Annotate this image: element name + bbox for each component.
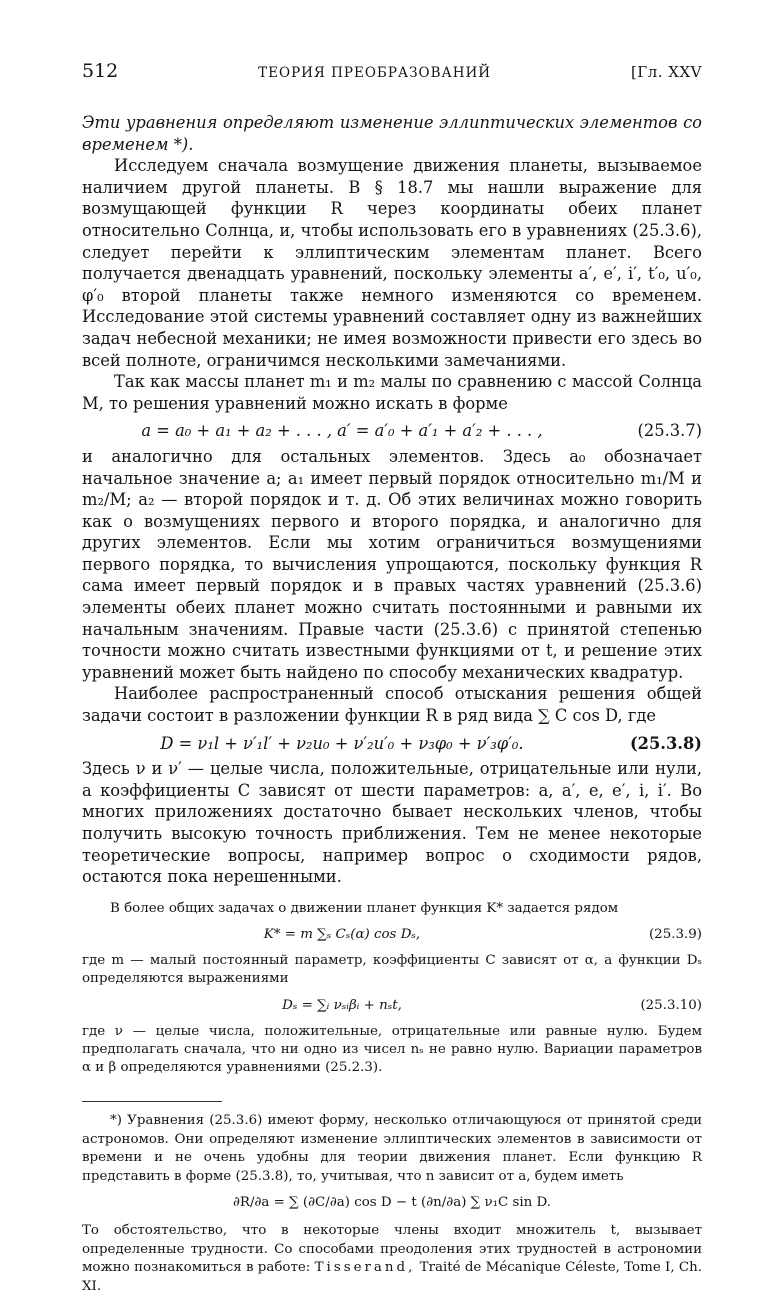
equation-25-3-8: [82, 733, 702, 755]
small-paragraph-2: где m — малый постоянный параметр, коэффициенты C зависят от α, а функции Dₛ определяются выражениями: [82, 953, 702, 987]
equation-number: (25.3.7): [637, 421, 702, 441]
small-paragraph-3: где ν — целые числа, положительные, отрицательные или равные нулю. Будем предполагать сначала, что ни одно из чисел nₛ не равно нулю. Вариации параметров α и β определяются уравнениями (25.2.3).: [82, 1023, 702, 1076]
equation-25-3-7: [82, 420, 702, 442]
chapter-label: [Гл. XXV: [630, 63, 702, 81]
paragraph-1: Эти уравнения определяют изменение эллиптических элементов со временем *).: [82, 113, 702, 154]
footnote-divider: [82, 1101, 222, 1102]
equation-number: (25.3.9): [648, 926, 702, 942]
footnote-paragraph-2: [82, 1222, 702, 1296]
paragraph-4: и аналогично для остальных элементов. Здесь a₀ обозначает начальное значение a; a₁ имеет первый порядок относительно m₁/M и m₂/M; a₂ — второй порядок и т. д. Об этих величинах можно говорить как о возмущениях первого и второго порядка, и аналогично для других элементов. Если мы хотим ограничиться возмущениями первого порядка, то вычисления упрощаются, поскольку функция R сама имеет первый порядок и в правых частях уравнений (25.3.6) элементы обеих планет можно считать постоянными и равными их начальным значениям. Правые части (25.3.6) с принятой степенью точности можно считать известными функциями от t, и решение этих уравнений может быть найдено по способу механических квадратур.: [82, 446, 702, 682]
footnote-paragraph-1: *) Уравнения (25.3.6) имеют форму, несколько отличающуюся от принятой среди астрономов. Они определяют изменение эллиптических элементов в зависимости от времени и не очень удобны для теории движения планет. Если функцию R представить в форме (25.3.8), то, учитывая, что n зависит от a, будем иметь: [82, 1113, 702, 1184]
equation-body: Dₛ = ∑ᵢ νₛᵢβᵢ + nₛt,: [282, 997, 402, 1013]
main-text: [82, 112, 702, 888]
equation-body: ∂R/∂a = ∑ (∂C/∂a) cos D − t (∂n/∂a) ∑ ν₁C sin D.: [232, 1195, 552, 1211]
equation-number: (25.3.10): [640, 997, 702, 1013]
equation-25-3-9: [82, 926, 702, 944]
equation-25-3-10: [82, 997, 702, 1015]
small-paragraph-1: В более общих задачах о движении планет функция K* задается рядом: [110, 900, 619, 916]
equation-body: a = a₀ + a₁ + a₂ + . . . , a′ = a′₀ + a′₁ + a′₂ + . . . ,: [141, 421, 543, 441]
equation-body: D = ν₁l + ν′₁l′ + ν₂u₀ + ν′₂u′₀ + ν₃φ₀ + ν′₃φ′₀.: [160, 733, 524, 753]
footnote-equation: [82, 1194, 702, 1212]
small-print-section: [82, 900, 702, 1078]
footnote-text: То обстоятельство, что в некоторые члены входит множитель t, вызывает определенные трудности. Со способами преодоления этих трудностей в астрономии можно познакомиться в работе:: [82, 1223, 702, 1276]
running-title: ТЕОРИЯ ПРЕОБРАЗОВАНИЙ: [258, 65, 492, 81]
paragraph-2: Исследуем сначала возмущение движения планеты, вызываемое наличием другой планеты. В § 18.7 мы нашли выражение для возмущающей функции R через координаты обеих планет относительно Солнца, и, чтобы использовать его в уравнениях (25.3.6), следует перейти к эллиптическим элементам планет. Всего получается двенадцать уравнений, поскольку элементы a′, e′, i′, t′₀, u′₀, φ′₀ второй планеты также немного изменяются со временем. Исследование этой системы уравнений составляет одну из важнейших задач небесной механики; не имея возможности привести его здесь во всей полноте, ограничимся несколькими замечаниями.: [82, 156, 702, 370]
equation-number: (25.3.8): [629, 733, 702, 753]
running-header: [82, 60, 702, 82]
footnote: [82, 1112, 702, 1296]
book-page: [82, 60, 702, 1296]
footnote-reference: Traité de Mécanique Céleste, Tome I, Ch. XI.: [82, 1260, 702, 1294]
page-number: 512: [82, 60, 119, 82]
paragraph-5: Наиболее распространенный способ отыскания решения общей задачи состоит в разложении функции R в ряд вида ∑ C cos D, где: [82, 684, 702, 726]
paragraph-3: Так как массы планет m₁ и m₂ малы по сравнению с массой Солнца M, то решения уравнений можно искать в форме: [82, 372, 702, 413]
footnote-author: Tisserand,: [314, 1260, 416, 1276]
paragraph-6: Здесь ν и ν′ — целые числа, положительные, отрицательные или нули, а коэффициенты C зависят от шести параметров: a, a′, e, e′, i, i′. Во многих приложениях достаточно бывает нескольких членов, чтобы получить высокую точность приближения. Тем не менее некоторые теоретические вопросы, например вопрос о сходимости рядов, остаются пока нерешенными.: [82, 759, 702, 887]
equation-body: K* = m ∑ₛ Cₛ(α) cos Dₛ,: [263, 926, 421, 942]
